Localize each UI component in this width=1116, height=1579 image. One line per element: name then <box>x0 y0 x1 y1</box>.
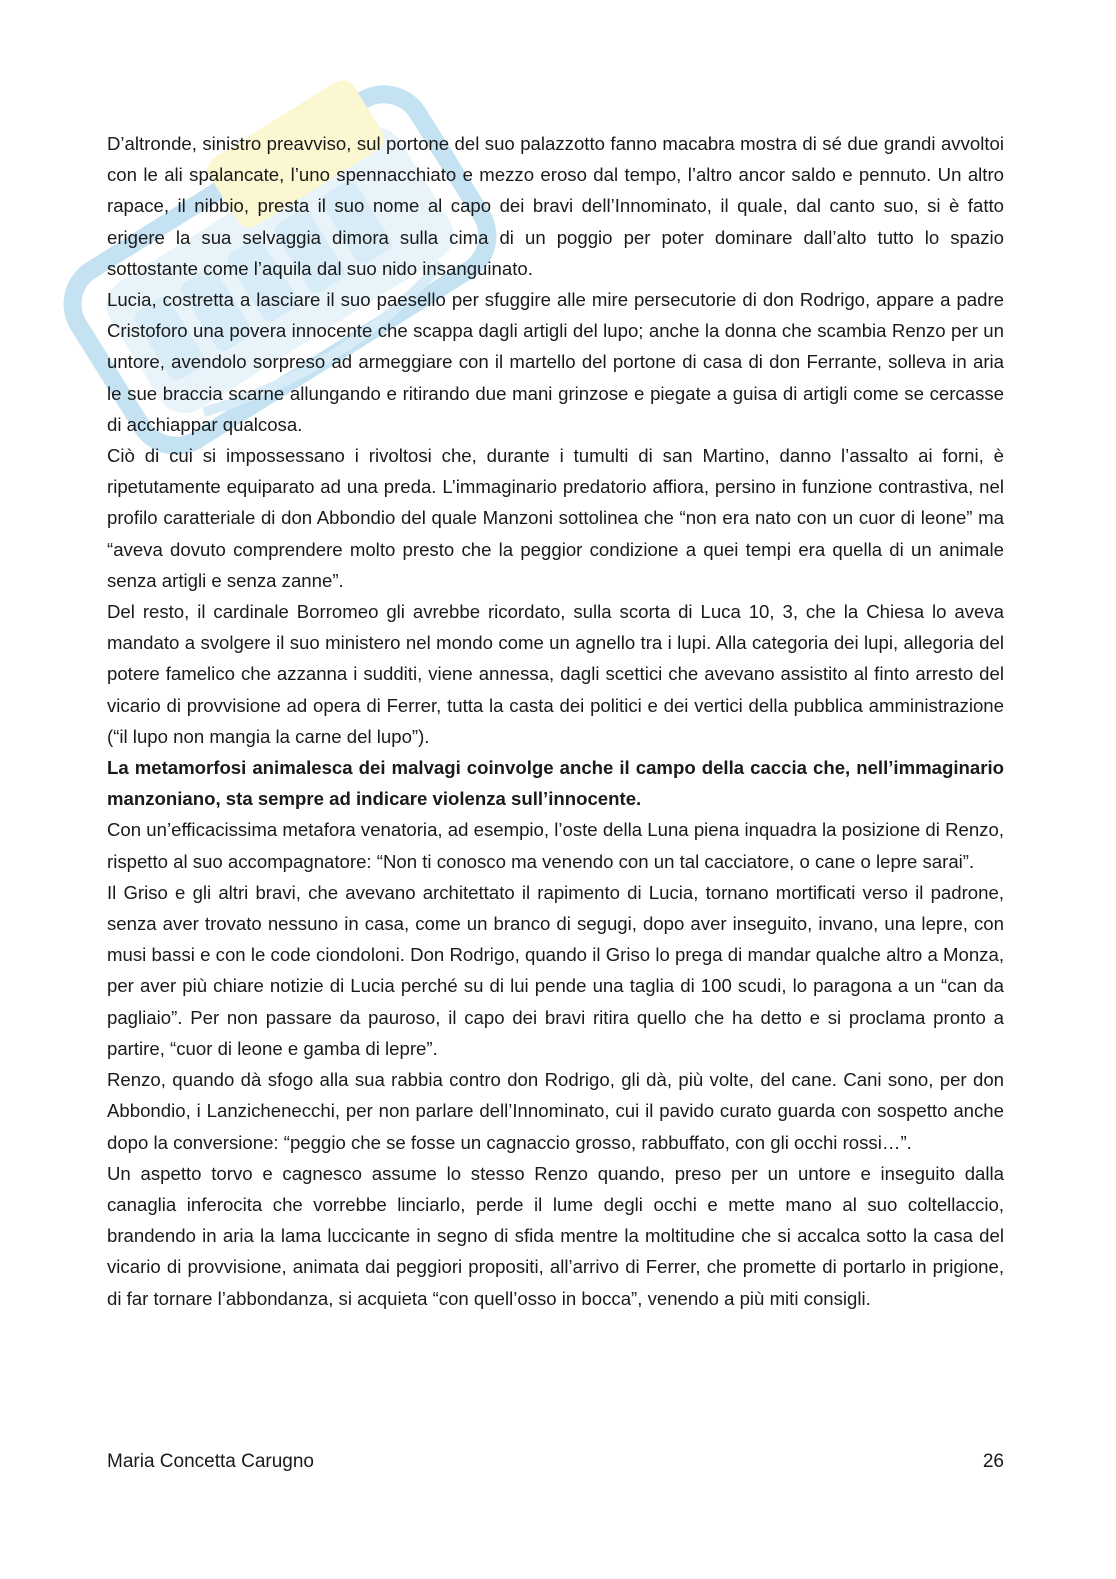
paragraph: D’altronde, sinistro preavviso, sul portone del suo palazzotto fanno macabra mostra di sé due grandi avvoltoi con le ali spalancate, l’uno spennacchiato e mezzo eroso dal tempo, l’altro ancor saldo e pennuto. Un altro rapace, il nibbio, presta il suo nome al capo dei bravi dell’Innominato, il quale, dal canto suo, si è fatto erigere la sua selvaggia dimora sulla cima di un poggio per poter dominare dall’alto tutto lo spazio sottostante come l’aquila dal suo nido insanguinato. <box>107 133 1004 279</box>
document-body <box>107 128 1004 1314</box>
paragraph: Renzo, quando dà sfogo alla sua rabbia contro don Rodrigo, gli dà, più volte, del cane. Cani sono, per don Abbondio, i Lanzichenecchi, per non parlare dell’Innominato, cui il pavido curato guarda con sospetto anche dopo la conversione: “peggio che se fosse un cagnaccio grosso, rabbuffato, con gli occhi rossi…”. <box>107 1069 1004 1153</box>
footer-author: Maria Concetta Carugno <box>107 1451 314 1472</box>
paragraph-bold: La metamorfosi animalesca dei malvagi coinvolge anche il campo della caccia che, nell’immaginario manzoniano, sta sempre ad indicare violenza sull’innocente. <box>107 757 1004 810</box>
paragraph: Ciò di cui si impossessano i rivoltosi che, durante i tumulti di san Martino, danno l’assalto ai forni, è ripetutamente equiparato ad una preda. L’immaginario predatorio affiora, persino in funzione contrastiva, nel profilo caratteriale di don Abbondio del quale Manzoni sottolinea che “non era nato con un cuor di leone” ma “aveva dovuto comprendere molto presto che la peggior condizione a quei tempi era quella di un animale senza artigli e senza zanne”. <box>107 445 1004 591</box>
paragraph: Un aspetto torvo e cagnesco assume lo stesso Renzo quando, preso per un untore e inseguito dalla canaglia inferocita che vorrebbe linciarlo, perde il lume degli occhi e mette mano al suo coltellaccio, brandendo in aria la lama luccicante in segno di sfida mentre la moltitudine che si accalca sotto la casa del vicario di provvisione, animata dai peggiori propositi, all’arrivo di Ferrer, che promette di portarlo in prigione, di far tornare l’abbondanza, si acquieta “con quell’osso in bocca”, venendo a più miti consigli. <box>107 1162 1004 1309</box>
paragraph: Il Griso e gli altri bravi, che avevano architettato il rapimento di Lucia, tornano mortificati verso il padrone, senza aver trovato nessuno in casa, come un branco di segugi, dopo aver inseguito, invano, una lepre, con musi bassi e con le code ciondoloni. Don Rodrigo, quando il Griso lo prega di mandar qualche altro a Monza, per aver più chiare notizie di Lucia perché su di lui pende una taglia di 100 scudi, lo paragona a un “can da pagliaio”. Per non passare da pauroso, il capo dei bravi ritira quello che ha detto e si proclama pronto a partire, “cuor di leone e gamba di lepre”. <box>107 881 1004 1059</box>
paragraph: Del resto, il cardinale Borromeo gli avrebbe ricordato, sulla scorta di Luca 10, 3, che la Chiesa lo aveva mandato a svolgere il suo ministero nel mondo come un agnello tra i lupi. Alla categoria dei lupi, allegoria del potere famelico che azzanna i sudditi, viene annessa, dagli scettici che avevano assistito al finto arresto del vicario di provvisione ad opera di Ferrer, tutta la casta dei politici e dei vertici della pubblica amministrazione (“il lupo non mangia la carne del lupo”). <box>107 601 1004 747</box>
page-footer <box>107 1449 1004 1475</box>
paragraph: Lucia, costretta a lasciare il suo paesello per sfuggire alle mire persecutorie di don Rodrigo, appare a padre Cristoforo una povera innocente che scappa dagli artigli del lupo; anche la donna che scambia Renzo per un untore, avendolo sorpreso ad armeggiare con il martello del portone di casa di don Ferrante, solleva in aria le sue braccia scarne allungando e ritirando due mani grinzose e piegate a guisa di artigli come se cercasse di acchiappar qualcosa. <box>107 289 1004 435</box>
paragraph: Con un’efficacissima metafora venatoria, ad esempio, l’oste della Luna piena inquadra la posizione di Renzo, rispetto al suo accompagnatore: “Non ti conosco ma venendo con un tal cacciatore, o cane o lepre sarai”. <box>107 819 1004 872</box>
page-number: 26 <box>982 1451 1004 1472</box>
